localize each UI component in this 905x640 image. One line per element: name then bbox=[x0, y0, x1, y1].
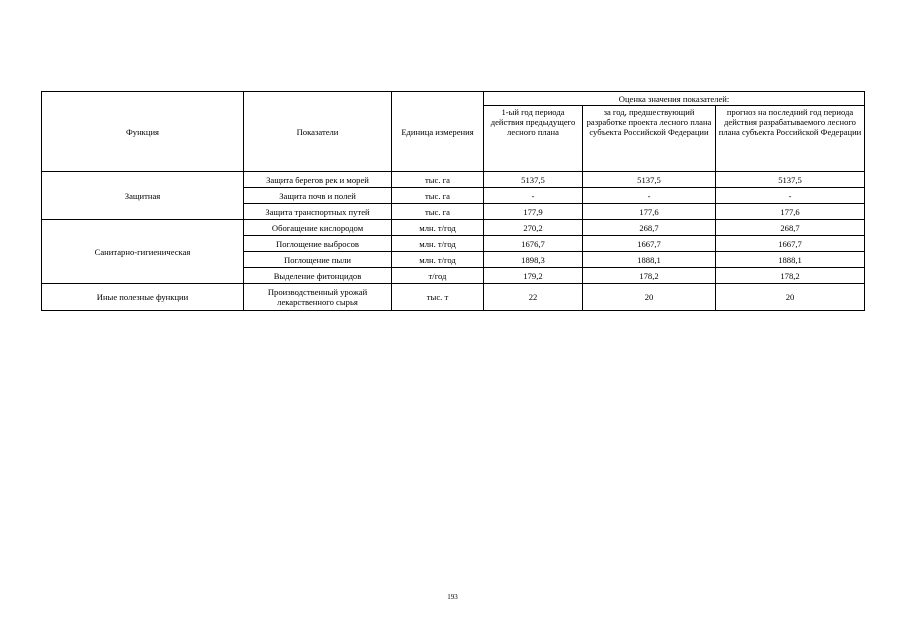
value-previous-year: 20 bbox=[583, 284, 716, 311]
value-first-year: - bbox=[484, 188, 583, 204]
value-forecast: - bbox=[716, 188, 865, 204]
value-previous-year: 268,7 bbox=[583, 220, 716, 236]
indicator-cell: Выделение фитонцидов bbox=[244, 268, 392, 284]
header-first-year: 1-ый год периода действия предыдущего лесного плана bbox=[484, 106, 583, 172]
value-first-year: 5137,5 bbox=[484, 172, 583, 188]
table-row bbox=[42, 284, 865, 311]
indicator-cell: Поглощение пыли bbox=[244, 252, 392, 268]
function-cell: Защитная bbox=[42, 172, 244, 220]
value-forecast: 1667,7 bbox=[716, 236, 865, 252]
table-row bbox=[42, 220, 865, 236]
unit-cell: тыс. т bbox=[392, 284, 484, 311]
indicator-cell: Защита транспортных путей bbox=[244, 204, 392, 220]
value-first-year: 22 bbox=[484, 284, 583, 311]
table-row bbox=[42, 172, 865, 188]
indicator-cell: Защита берегов рек и морей bbox=[244, 172, 392, 188]
unit-cell: млн. т/год bbox=[392, 220, 484, 236]
value-forecast: 177,6 bbox=[716, 204, 865, 220]
value-first-year: 270,2 bbox=[484, 220, 583, 236]
page-number: 193 bbox=[447, 593, 458, 601]
value-first-year: 1898,3 bbox=[484, 252, 583, 268]
value-previous-year: - bbox=[583, 188, 716, 204]
value-previous-year: 1888,1 bbox=[583, 252, 716, 268]
unit-cell: т/год bbox=[392, 268, 484, 284]
header-previous-year: за год, предшествующий разработке проекта лесного плана субъекта Российской Федерации bbox=[583, 106, 716, 172]
value-previous-year: 177,6 bbox=[583, 204, 716, 220]
header-estimate-group: Оценка значения показателей: bbox=[484, 92, 865, 106]
function-cell: Санитарно-гигиеническая bbox=[42, 220, 244, 284]
header-indicators: Показатели bbox=[244, 92, 392, 172]
value-forecast: 178,2 bbox=[716, 268, 865, 284]
unit-cell: млн. т/год bbox=[392, 236, 484, 252]
value-forecast: 268,7 bbox=[716, 220, 865, 236]
unit-cell: млн. т/год bbox=[392, 252, 484, 268]
value-forecast: 1888,1 bbox=[716, 252, 865, 268]
value-previous-year: 178,2 bbox=[583, 268, 716, 284]
value-forecast: 20 bbox=[716, 284, 865, 311]
indicator-cell: Защита почв и полей bbox=[244, 188, 392, 204]
header-unit: Единица измерения bbox=[392, 92, 484, 172]
indicator-cell: Поглощение выбросов bbox=[244, 236, 392, 252]
unit-cell: тыс. га bbox=[392, 188, 484, 204]
indicator-cell: Производственный урожай лекарственного сырья bbox=[244, 284, 392, 311]
table-header-row-1 bbox=[42, 92, 865, 106]
value-forecast: 5137,5 bbox=[716, 172, 865, 188]
unit-cell: тыс. га bbox=[392, 172, 484, 188]
value-previous-year: 1667,7 bbox=[583, 236, 716, 252]
function-cell: Иные полезные функции bbox=[42, 284, 244, 311]
header-function: Функция bbox=[42, 92, 244, 172]
unit-cell: тыс. га bbox=[392, 204, 484, 220]
value-first-year: 1676,7 bbox=[484, 236, 583, 252]
value-first-year: 177,9 bbox=[484, 204, 583, 220]
value-previous-year: 5137,5 bbox=[583, 172, 716, 188]
indicators-table bbox=[41, 91, 865, 311]
header-forecast: прогноз на последний год периода действия разрабатываемого лесного плана субъекта Российской Федерации bbox=[716, 106, 865, 172]
indicator-cell: Обогащение кислородом bbox=[244, 220, 392, 236]
value-first-year: 179,2 bbox=[484, 268, 583, 284]
